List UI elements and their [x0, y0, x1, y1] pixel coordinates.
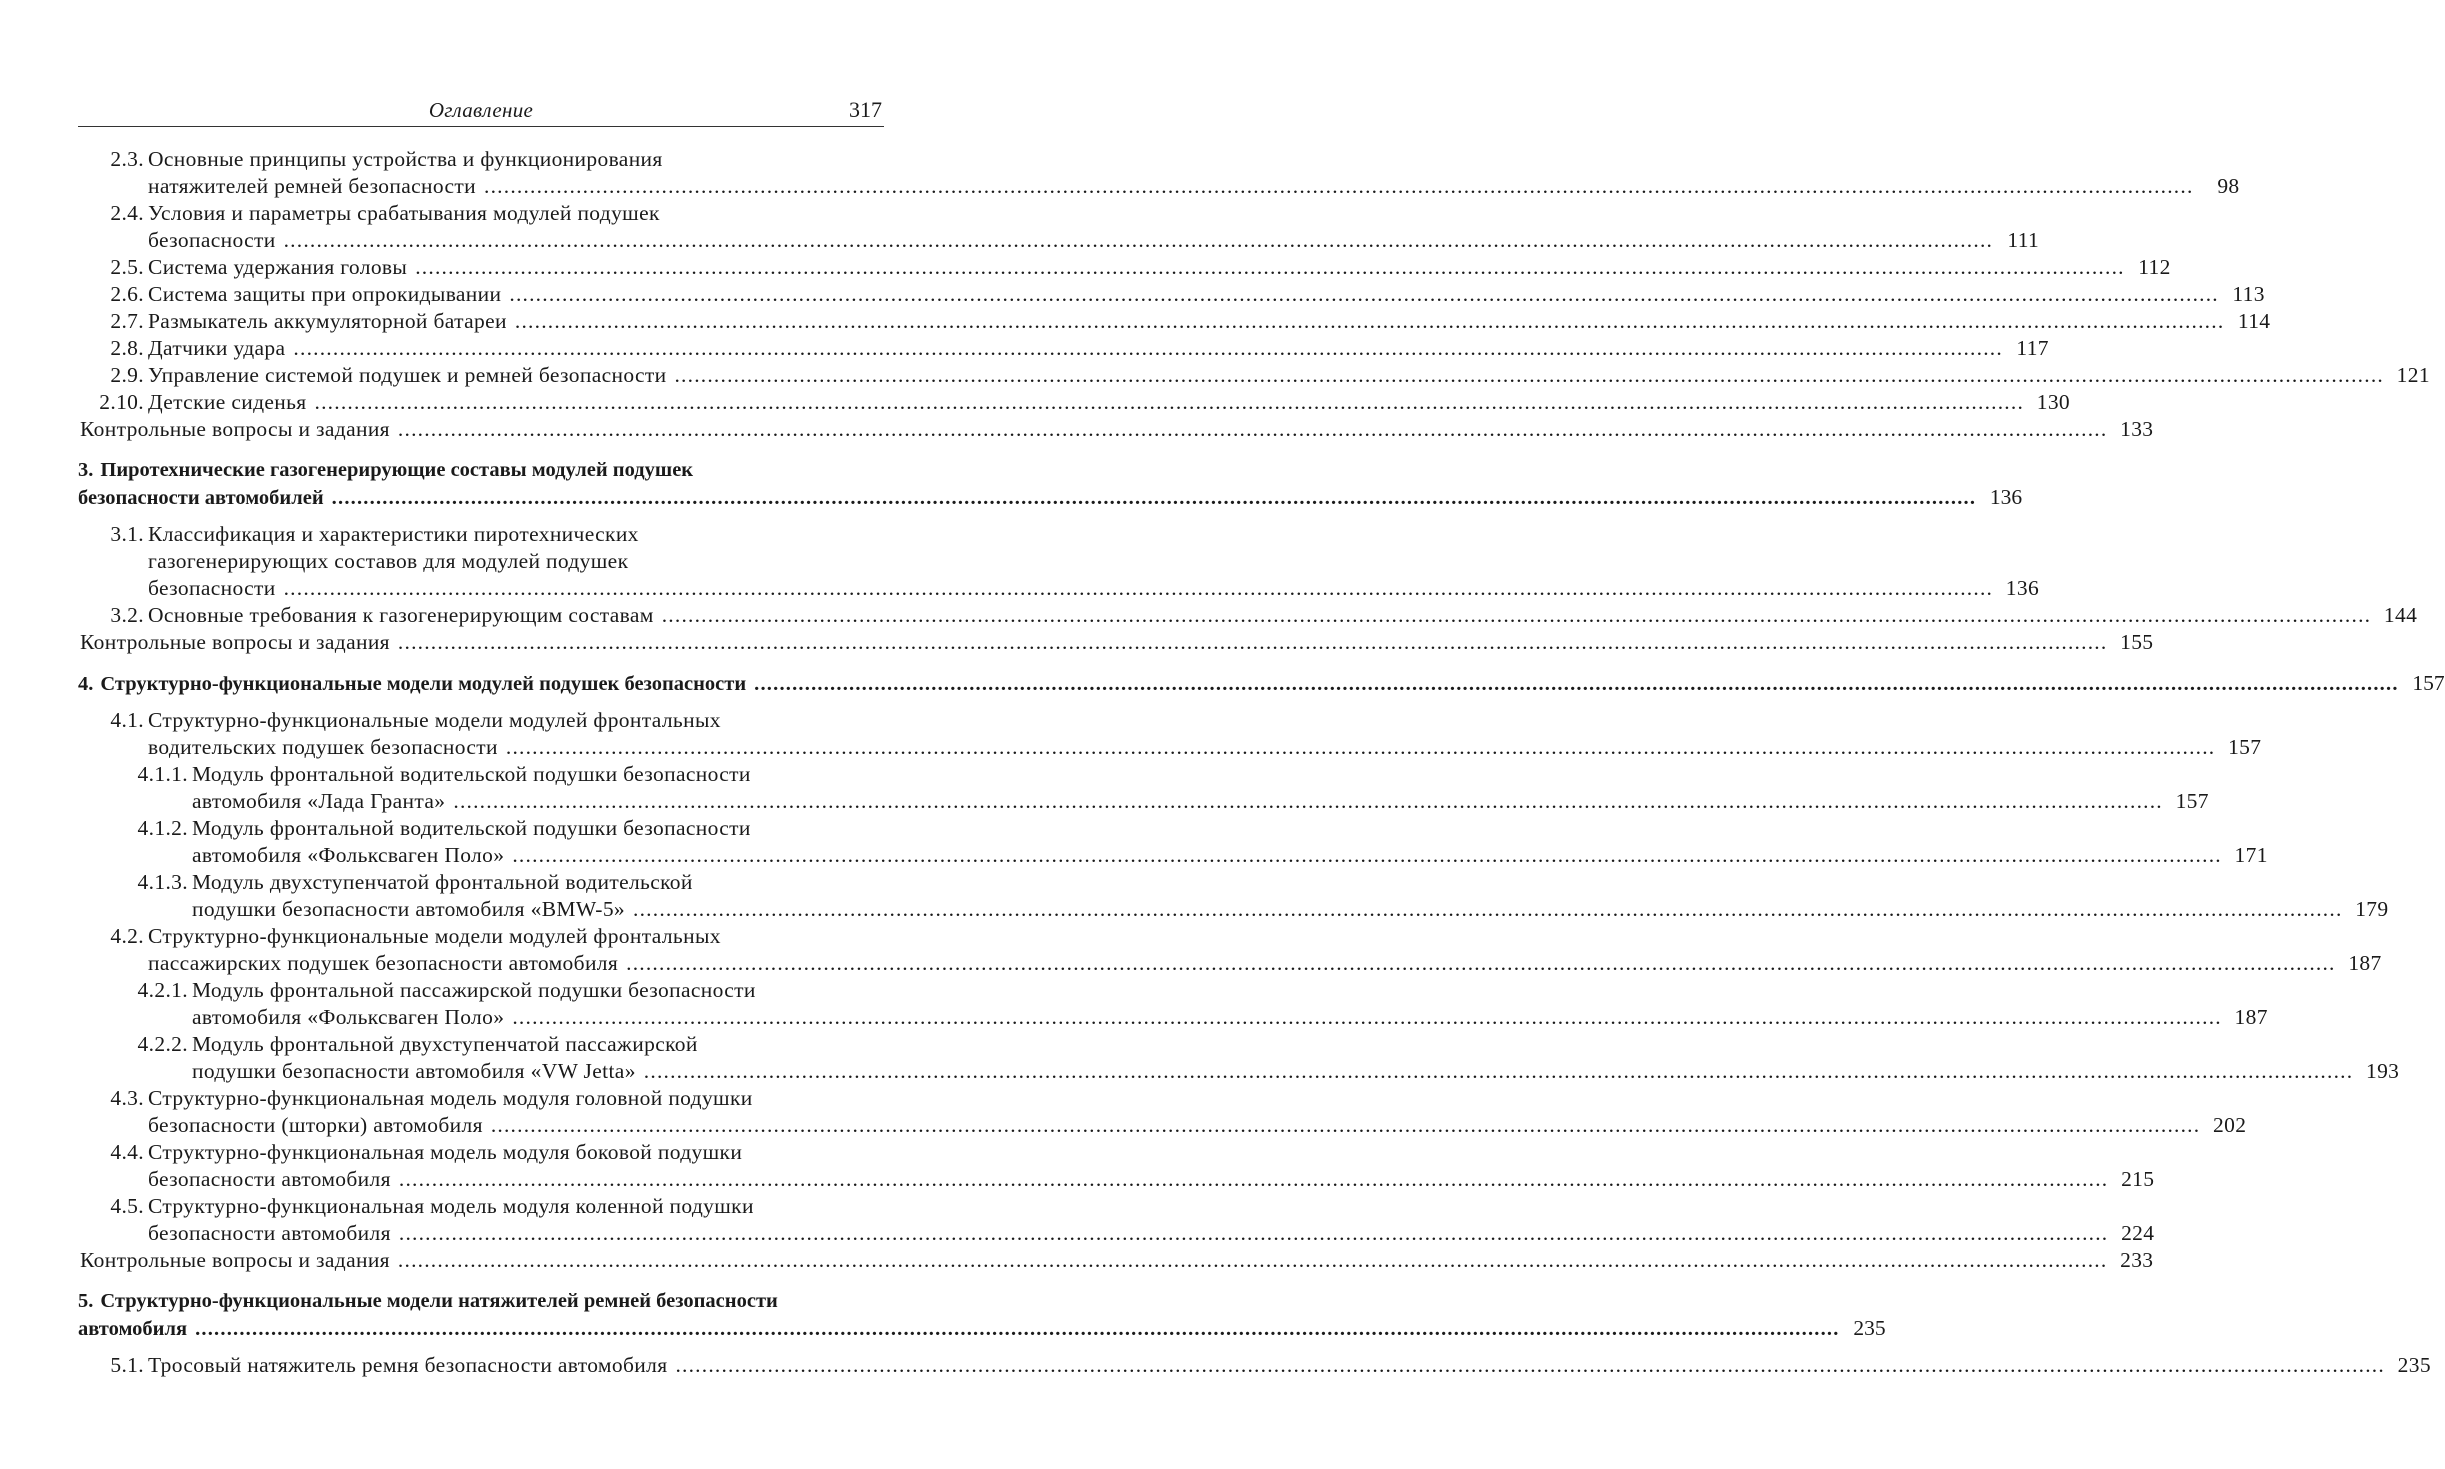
leader-dots: .................................................................................................................................................................................................................................................................... — [626, 951, 2336, 975]
toc-entry[interactable] — [78, 389, 2071, 416]
page-ref: 121 — [2396, 363, 2430, 387]
leader-dots: .................................................................................................................................................................................................................................................................... — [331, 487, 1977, 509]
page-ref: 157 — [2412, 671, 2445, 695]
leader-dots: .................................................................................................................................................................................................................................................................... — [505, 735, 2216, 759]
toc-entry[interactable] — [78, 602, 2418, 629]
entry-title-line: газогенерирующих составов для модулей подушек — [148, 549, 629, 573]
leader-dots: .................................................................................................................................................................................................................................................................... — [453, 789, 2163, 813]
toc-entry[interactable] — [78, 1352, 2431, 1379]
toc-entry[interactable] — [78, 335, 2049, 362]
entry-title-line: Основные принципы устройства и функционирования — [148, 147, 663, 171]
entry-title-line: пассажирских подушек безопасности автомобиля — [148, 951, 619, 975]
leader-dots: .................................................................................................................................................................................................................................................................... — [283, 576, 1994, 600]
leader-dots: .................................................................................................................................................................................................................................................................... — [512, 1005, 2222, 1029]
chapter-title-line: автомобиля — [78, 1318, 188, 1340]
leader-dots: .................................................................................................................................................................................................................................................................... — [398, 1221, 2109, 1245]
entry-number: 4.1.1. — [137, 762, 188, 786]
page-ref: 233 — [2120, 1248, 2154, 1272]
leader-dots: .................................................................................................................................................................................................................................................................... — [484, 174, 2194, 198]
entry-title-line: Датчики удара — [148, 336, 286, 360]
entry-title-line: Структурно-функциональные модели модулей фронтальных — [148, 924, 721, 948]
leader-dots: .................................................................................................................................................................................................................................................................... — [512, 843, 2222, 867]
entry-number: 3.2. — [110, 603, 144, 627]
page-number: 317 — [849, 97, 882, 122]
entry-title-line: Условия и параметры срабатывания модулей подушек — [148, 201, 660, 225]
entry-title-line: Контрольные вопросы и задания — [80, 417, 390, 441]
chapter-title-line: Структурно-функциональные модели натяжителей ремней безопасности — [100, 1290, 778, 1312]
page-ref: 224 — [2121, 1221, 2155, 1245]
entry-title-line: Система удержания головы — [148, 255, 408, 279]
leader-dots: .................................................................................................................................................................................................................................................................... — [754, 673, 2399, 695]
toc-questions[interactable] — [78, 1247, 2154, 1274]
leader-dots: .................................................................................................................................................................................................................................................................... — [397, 417, 2108, 441]
chapter-title-line: безопасности автомобилей — [78, 487, 324, 509]
page-ref: 157 — [2175, 789, 2209, 813]
page-ref: 117 — [2016, 336, 2049, 360]
entry-title-line: Модуль двухступенчатой фронтальной водительской — [192, 870, 693, 894]
entry-title-line: Классификация и характеристики пиротехнических — [148, 522, 639, 546]
page-ref: 179 — [2355, 897, 2389, 921]
page-ref: 187 — [2348, 951, 2382, 975]
chapter-number: 5. — [78, 1290, 94, 1312]
entry-title-line: Структурно-функциональная модель модуля боковой подушки — [148, 1140, 743, 1164]
toc-entry[interactable] — [78, 146, 2240, 200]
page-ref: 235 — [1853, 1316, 1886, 1340]
entry-number: 4.2.2. — [137, 1032, 188, 1056]
toc-entry[interactable] — [78, 521, 2040, 602]
entry-title-line: Структурно-функциональная модель модуля головной подушки — [148, 1086, 753, 1110]
page-ref: 113 — [2232, 282, 2265, 306]
page-ref: 130 — [2036, 390, 2071, 414]
entry-title-line: Размыкатель аккумуляторной батареи — [148, 309, 507, 333]
toc-entry[interactable] — [78, 281, 2265, 308]
toc-chapter[interactable] — [78, 457, 2023, 511]
entry-title-line: Модуль фронтальной двухступенчатой пассажирской — [192, 1032, 698, 1056]
leader-dots: .................................................................................................................................................................................................................................................................... — [195, 1318, 1840, 1340]
leader-dots: .................................................................................................................................................................................................................................................................... — [514, 309, 2225, 333]
toc-chapter[interactable] — [78, 1288, 1886, 1342]
leader-dots: .................................................................................................................................................................................................................................................................... — [314, 390, 2025, 414]
entry-number: 4.3. — [110, 1086, 144, 1110]
entry-title-line: Модуль фронтальной водительской подушки безопасности — [192, 762, 751, 786]
entry-number: 4.1.3. — [137, 870, 188, 894]
entry-number: 4.5. — [110, 1194, 144, 1218]
entry-title-line: Структурно-функциональная модель модуля коленной подушки — [148, 1194, 754, 1218]
entry-number: 5.1. — [110, 1353, 144, 1377]
toc-entry[interactable] — [78, 707, 2262, 761]
entry-title-line: Модуль фронтальной пассажирской подушки безопасности — [192, 978, 756, 1002]
entry-number: 4.1. — [110, 708, 144, 732]
entry-title-line: подушки безопасности автомобиля «VW Jetta» — [192, 1059, 636, 1083]
leader-dots: .................................................................................................................................................................................................................................................................... — [415, 255, 2125, 279]
entry-title-line: Тросовый натяжитель ремня безопасности автомобиля — [148, 1353, 668, 1377]
page-ref: 235 — [2397, 1353, 2431, 1377]
toc-entry[interactable] — [78, 1139, 2155, 1193]
entry-title-line: автомобиля «Фольксваген Поло» — [192, 843, 505, 867]
page-ref: 155 — [2120, 630, 2154, 654]
leader-dots: .................................................................................................................................................................................................................................................................... — [293, 336, 2003, 360]
entry-number: 2.10. — [99, 390, 144, 414]
page-ref: 171 — [2234, 843, 2268, 867]
toc-entry[interactable] — [78, 1193, 2155, 1247]
page-ref: 136 — [2005, 576, 2040, 600]
entry-number: 2.4. — [110, 201, 144, 225]
toc-entry[interactable] — [78, 362, 2430, 389]
leader-dots: .................................................................................................................................................................................................................................................................... — [397, 630, 2108, 654]
toc-entry[interactable] — [78, 1031, 2400, 1085]
entry-title-line: безопасности автомобиля — [148, 1167, 391, 1191]
entry-title-line: Контрольные вопросы и задания — [80, 630, 390, 654]
toc-entry[interactable] — [78, 1085, 2247, 1139]
leader-dots: .................................................................................................................................................................................................................................................................... — [509, 282, 2219, 306]
entry-number: 4.1.2. — [137, 816, 188, 840]
page-ref: 111 — [2007, 228, 2040, 252]
leader-dots: .................................................................................................................................................................................................................................................................... — [283, 228, 1994, 252]
page-ref: 114 — [2237, 309, 2271, 333]
toc-entry[interactable] — [78, 869, 2389, 923]
leader-dots: .................................................................................................................................................................................................................................................................... — [633, 897, 2343, 921]
entry-number: 4.2.1. — [137, 978, 188, 1002]
toc-entry[interactable] — [78, 977, 2268, 1031]
page-ref: 157 — [2228, 735, 2262, 759]
entry-title-line: подушки безопасности автомобиля «BMW-5» — [192, 897, 626, 921]
toc-entry[interactable] — [78, 761, 2209, 815]
entry-title-line: Основные требования к газогенерирующим составам — [148, 603, 654, 627]
leader-dots: .................................................................................................................................................................................................................................................................... — [490, 1113, 2201, 1137]
page-ref: 187 — [2234, 1005, 2268, 1029]
page-ref: 144 — [2383, 603, 2418, 627]
entry-number: 2.3. — [110, 147, 144, 171]
entry-number: 2.7. — [110, 309, 144, 333]
page-ref: 136 — [1989, 485, 2023, 509]
entry-number: 2.8. — [110, 336, 144, 360]
entry-title-line: Структурно-функциональные модели модулей фронтальных — [148, 708, 721, 732]
toc-questions[interactable] — [78, 416, 2154, 443]
chapter-number: 3. — [78, 459, 94, 481]
entry-number: 4.4. — [110, 1140, 144, 1164]
entry-number: 4.2. — [110, 924, 144, 948]
table-of-contents — [78, 146, 2445, 1379]
leader-dots: .................................................................................................................................................................................................................................................................... — [397, 1248, 2108, 1272]
entry-title-line: водительских подушек безопасности — [148, 735, 498, 759]
chapter-title-line: Пиротехнические газогенерирующие составы модулей подушек — [100, 459, 694, 481]
toc-entry[interactable] — [78, 308, 2271, 335]
entry-number: 2.9. — [110, 363, 144, 387]
page-ref: 202 — [2213, 1113, 2247, 1137]
entry-title-line: автомобиля «Лада Гранта» — [192, 789, 446, 813]
toc-entry[interactable] — [78, 815, 2268, 869]
entry-title-line: безопасности — [148, 576, 276, 600]
entry-number: 2.5. — [110, 255, 144, 279]
entry-title-line: автомобиля «Фольксваген Поло» — [192, 1005, 505, 1029]
entry-title-line: Управление системой подушек и ремней безопасности — [148, 363, 667, 387]
entry-number: 2.6. — [110, 282, 144, 306]
leader-dots: .................................................................................................................................................................................................................................................................... — [675, 1353, 2385, 1377]
entry-title-line: безопасности автомобиля — [148, 1221, 391, 1245]
page-ref: 193 — [2365, 1059, 2400, 1083]
leader-dots: .................................................................................................................................................................................................................................................................... — [398, 1167, 2109, 1191]
entry-title-line: безопасности (шторки) автомобиля — [148, 1113, 483, 1137]
entry-number: 3.1. — [110, 522, 144, 546]
running-head-title: Оглавление — [428, 98, 534, 122]
page-ref: 215 — [2121, 1167, 2155, 1191]
entry-title-line: натяжителей ремней безопасности — [148, 174, 477, 198]
toc-entry[interactable] — [78, 200, 2040, 254]
leader-dots: .................................................................................................................................................................................................................................................................... — [661, 603, 2372, 627]
chapter-title-line: Структурно-функциональные модели модулей подушек безопасности — [100, 673, 747, 695]
page-ref: 98 — [2217, 174, 2240, 198]
page-ref: 112 — [2138, 255, 2171, 279]
chapter-number: 4. — [78, 673, 94, 695]
entry-title-line: Система защиты при опрокидывании — [148, 282, 502, 306]
toc-entry[interactable] — [78, 923, 2382, 977]
leader-dots: .................................................................................................................................................................................................................................................................... — [643, 1059, 2354, 1083]
toc-questions[interactable] — [78, 629, 2154, 656]
page-ref: 133 — [2120, 417, 2154, 441]
entry-title-line: безопасности — [148, 228, 276, 252]
running-head — [78, 96, 884, 127]
entry-title-line: Модуль фронтальной водительской подушки безопасности — [192, 816, 751, 840]
toc-chapter[interactable] — [78, 670, 2445, 697]
toc-entry[interactable] — [78, 254, 2171, 281]
leader-dots: .................................................................................................................................................................................................................................................................... — [674, 363, 2384, 387]
entry-title-line: Детские сиденья — [148, 390, 307, 414]
entry-title-line: Контрольные вопросы и задания — [80, 1248, 390, 1272]
